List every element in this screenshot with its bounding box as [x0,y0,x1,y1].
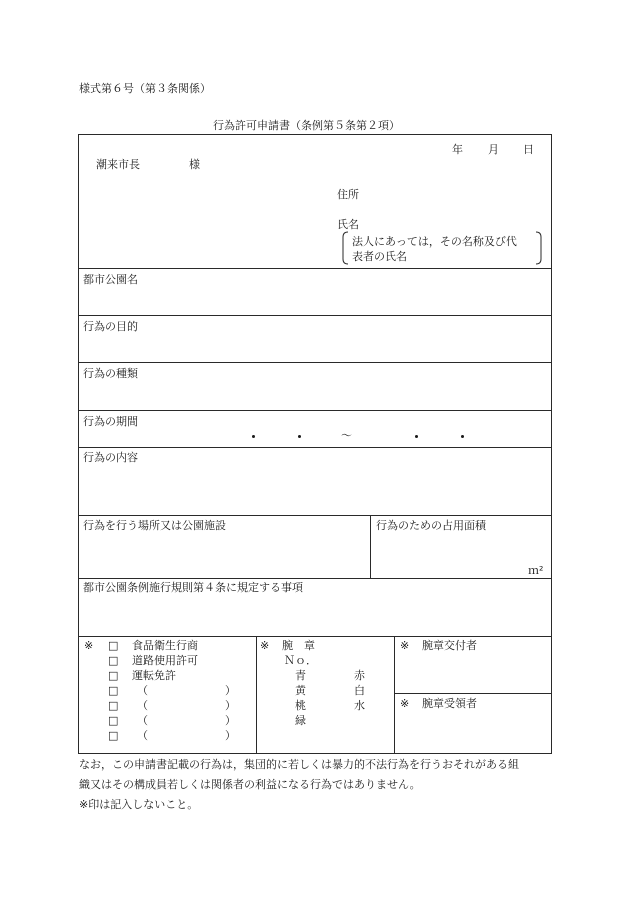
name-label: 氏名 [337,218,359,231]
table-top-border [78,134,552,135]
rules-label: 都市公園条例施行規則第４条に規定する事項 [83,581,303,594]
armband-color: 赤 [354,669,365,682]
office-mark: ※ [84,639,94,652]
row-divider [78,315,552,316]
form-title: 行為許可申請書（条例第５条第２項） [213,119,400,132]
paren-close: ） [225,699,236,712]
armband-label: 腕 章 [282,639,315,652]
paren-open: （ [137,699,148,712]
form-number: 様式第６号（第３条関係） [79,82,211,95]
row-divider [78,636,552,637]
armband-color: 青 [295,669,306,682]
addressee-mayor: 潮来市長 [96,158,140,171]
area-label: 行為のための占用面積 [376,519,486,532]
checkbox-icon: □ [108,729,119,742]
addressee-honorific: 様 [189,158,200,171]
date-month: 月 [488,143,499,156]
period-label: 行為の期間 [83,415,138,428]
row-divider [78,268,552,269]
purpose-label: 行為の目的 [83,320,138,333]
armband-number-label: Ｎｏ． [284,654,317,667]
office-mark: ※ [260,639,270,652]
row-divider [394,693,552,694]
paren-open: （ [137,729,148,742]
armband-issuer-label: 腕章交付者 [422,639,477,652]
armband-color: 白 [354,684,365,697]
period-tilde: ～ [341,429,352,442]
row-divider [78,410,552,411]
row-divider [78,362,552,363]
checkbox-icon: □ [108,639,119,652]
park-name-label: 都市公園名 [83,273,138,286]
checkbox-icon: □ [108,699,119,712]
column-divider [256,636,257,754]
checkbox-icon: □ [108,684,119,697]
table-right-border [551,134,552,754]
row-divider [78,447,552,448]
period-dot [461,435,464,438]
row-divider [78,578,552,579]
checkbox-icon: □ [108,654,119,667]
table-bottom-border [78,753,552,754]
period-dot [298,435,301,438]
checkbox-icon: □ [108,714,119,727]
paren-close: ） [225,729,236,742]
footer-note-line1: なお，この申請書記載の行為は，集団的に若しくは暴力的不法行為を行うおそれがある組 [79,758,519,771]
office-mark: ※ [400,697,410,710]
date-year: 年 [452,143,463,156]
checklist-item: 道路使用許可 [132,654,198,667]
column-divider [394,636,395,754]
table-left-border [78,134,79,754]
name-note-line2: 表者の氏名 [352,250,407,263]
type-label: 行為の種類 [83,367,138,380]
paren-open: （ [137,714,148,727]
area-unit: ｍ² [528,564,544,577]
footer-note-line2: 織又はその構成員若しくは関係者の利益になる行為ではありません。 [79,778,421,791]
paren-open: （ [137,684,148,697]
checklist-item: 食品衛生行商 [132,639,198,652]
paren-close: ） [225,684,236,697]
armband-color: 桃 [295,699,306,712]
checklist-item: 運転免許 [132,669,176,682]
armband-receiver-label: 腕章受領者 [422,697,477,710]
content-label: 行為の内容 [83,451,138,464]
period-dot [252,435,255,438]
name-note-line1: 法人にあっては，その名称及び代 [352,235,517,248]
armband-color: 水 [354,699,365,712]
column-divider [370,515,371,578]
date-day: 日 [523,143,534,156]
armband-color: 緑 [295,714,306,727]
office-mark: ※ [400,639,410,652]
place-label: 行為を行う場所又は公園施設 [83,519,226,532]
checkbox-icon: □ [108,669,119,682]
period-dot [415,435,418,438]
armband-color: 黄 [295,684,306,697]
footer-note-line3: ※印は記入しないこと。 [79,798,199,811]
row-divider [78,515,552,516]
address-label: 住所 [337,188,359,201]
paren-close: ） [225,714,236,727]
